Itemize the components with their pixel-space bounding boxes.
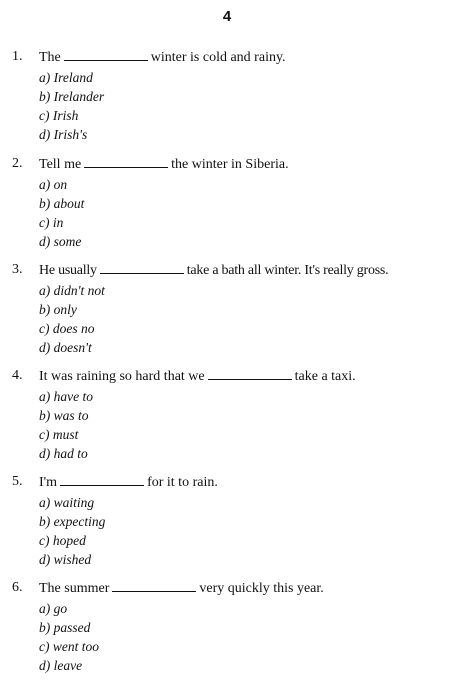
question-text [39, 473, 218, 492]
stem-before: The summer [39, 581, 110, 596]
question-number: 2. [12, 156, 23, 171]
answer-blank[interactable] [84, 155, 168, 168]
stem-after: winter is cold and rainy. [150, 50, 286, 65]
option-a[interactable]: a) go [39, 601, 68, 616]
question-text [39, 579, 324, 598]
option-a[interactable]: a) on [39, 177, 68, 192]
option-a[interactable]: a) Ireland [39, 70, 93, 85]
question-text [39, 261, 388, 280]
option-d[interactable]: d) doesn't [39, 340, 92, 355]
option-b[interactable]: b) only [39, 302, 77, 317]
answer-blank[interactable] [64, 48, 148, 61]
option-d[interactable]: d) wished [39, 552, 92, 567]
question-number: 4. [12, 368, 23, 383]
option-b[interactable]: b) Irelander [39, 89, 105, 104]
question-stem [0, 48, 454, 66]
question-stem [0, 579, 454, 597]
answer-blank[interactable] [112, 579, 196, 592]
question-1 [0, 48, 454, 142]
answer-options [39, 493, 105, 569]
question-text [39, 48, 286, 67]
option-b[interactable]: b) passed [39, 620, 91, 635]
answer-options [39, 387, 93, 463]
option-a[interactable]: a) didn't not [39, 283, 105, 298]
question-number: 3. [12, 262, 23, 277]
option-d[interactable]: d) had to [39, 446, 88, 461]
answer-blank[interactable] [100, 261, 184, 274]
answer-options [39, 281, 105, 357]
option-d[interactable]: d) leave [39, 658, 83, 673]
stem-after: take a bath all winter. It's really gross. [186, 263, 389, 278]
stem-before: The [39, 50, 61, 65]
question-stem [0, 155, 454, 173]
question-4 [0, 367, 454, 461]
answer-blank[interactable] [60, 473, 144, 486]
option-c[interactable]: c) in [39, 215, 64, 230]
stem-after: very quickly this year. [199, 581, 324, 596]
question-number: 1. [12, 49, 23, 64]
question-text [39, 155, 289, 174]
question-number: 5. [12, 474, 23, 489]
option-b[interactable]: b) was to [39, 408, 89, 423]
question-stem [0, 367, 454, 385]
question-stem [0, 473, 454, 491]
answer-options [39, 68, 104, 144]
option-c[interactable]: c) Irish [39, 108, 79, 123]
stem-before: Tell me [39, 157, 82, 172]
stem-after: for it to rain. [147, 475, 218, 490]
question-3 [0, 261, 454, 355]
stem-before: He usually [39, 263, 97, 278]
option-b[interactable]: b) expecting [39, 514, 106, 529]
stem-before: I'm [39, 475, 58, 490]
question-stem [0, 261, 454, 279]
option-d[interactable]: d) some [39, 234, 82, 249]
stem-before: It was raining so hard that we [39, 369, 205, 384]
stem-after: the winter in Siberia. [171, 157, 289, 172]
question-2 [0, 155, 454, 249]
page-number: 4 [222, 8, 232, 25]
option-c[interactable]: c) does no [39, 321, 95, 336]
option-c[interactable]: c) went too [39, 639, 99, 654]
question-text [39, 367, 356, 386]
answer-options [39, 175, 84, 251]
question-6 [0, 579, 454, 673]
option-c[interactable]: c) hoped [39, 533, 86, 548]
stem-after: take a taxi. [294, 369, 356, 384]
question-5 [0, 473, 454, 567]
option-a[interactable]: a) waiting [39, 495, 95, 510]
question-number: 6. [12, 580, 23, 595]
answer-blank[interactable] [208, 367, 292, 380]
option-b[interactable]: b) about [39, 196, 85, 211]
option-c[interactable]: c) must [39, 427, 79, 442]
answer-options [39, 599, 99, 675]
option-a[interactable]: a) have to [39, 389, 93, 404]
option-d[interactable]: d) Irish's [39, 127, 88, 142]
